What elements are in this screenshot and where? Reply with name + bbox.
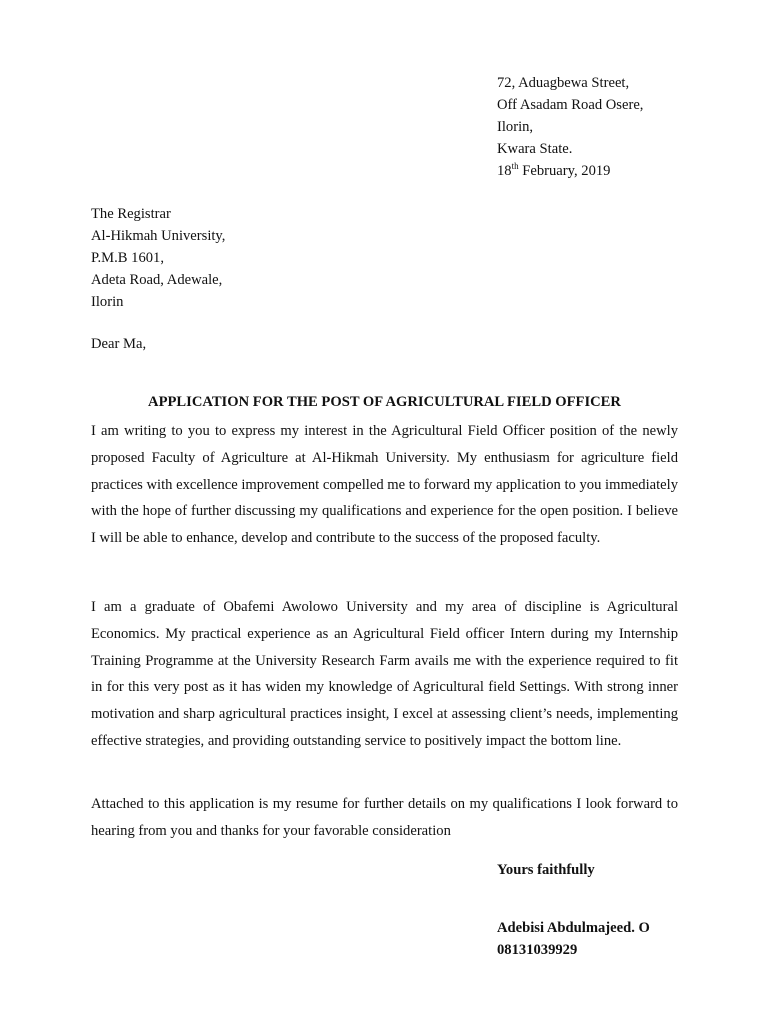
sender-address-line: Off Asadam Road Osere, [497, 97, 644, 113]
date-day: 18 [497, 163, 512, 179]
closing: Yours faithfully [497, 862, 595, 878]
sender-address-line: Ilorin, [497, 119, 534, 135]
body-paragraph: Attached to this application is my resume for further details on my qualifications I look forward to hearing from you and thanks for your favorable consideration [91, 796, 678, 839]
sender-address-line: Kwara State. [497, 141, 573, 157]
sender-address-line: 72, Aduagbewa Street, [497, 75, 630, 91]
date-month-year: February, 2019 [518, 163, 611, 179]
recipient-line: Adeta Road, Adewale, [91, 272, 223, 288]
body-paragraph: I am a graduate of Obafemi Awolowo University and my area of discipline is Agricultural Economics. My practical experience as an Agricultural Field officer Intern during my Internship Training Programme at the University Research Farm avails me with the experience required to fit in for this very post as it has widen my knowledge of Agricultural field Settings. With strong inner motivation and sharp agricultural practices insight, I excel at assessing client’s needs, implementing effective strategies, and providing outstanding service to positively impact the bottom line. [91, 599, 678, 749]
recipient-line: Ilorin [91, 294, 124, 310]
recipient-line: The Registrar [91, 206, 171, 222]
letter-date [497, 160, 643, 182]
recipient-line: Al-Hikmah University, [91, 228, 226, 244]
sender-address [497, 72, 643, 182]
signature-name: Adebisi Abdulmajeed. O [497, 920, 650, 936]
recipient-address [91, 203, 225, 313]
signature-phone: 08131039929 [497, 942, 578, 958]
date-suffix: th [511, 161, 519, 172]
letter-subject: APPLICATION FOR THE POST OF AGRICULTURAL FIELD OFFICER [148, 394, 621, 410]
salutation: Dear Ma, [91, 336, 147, 352]
recipient-line: P.M.B 1601, [91, 250, 164, 266]
body-paragraph: I am writing to you to express my interest in the Agricultural Field Officer position of the newly proposed Faculty of Agriculture at Al-Hikmah University. My enthusiasm for agriculture field practices with excellence improvement compelled me to forward my application to you immediately with the hope of further discussing my qualifications and experience for the open position. I believe I will be able to enhance, develop and contribute to the success of the proposed faculty. [91, 423, 678, 547]
signature-block [497, 917, 650, 961]
